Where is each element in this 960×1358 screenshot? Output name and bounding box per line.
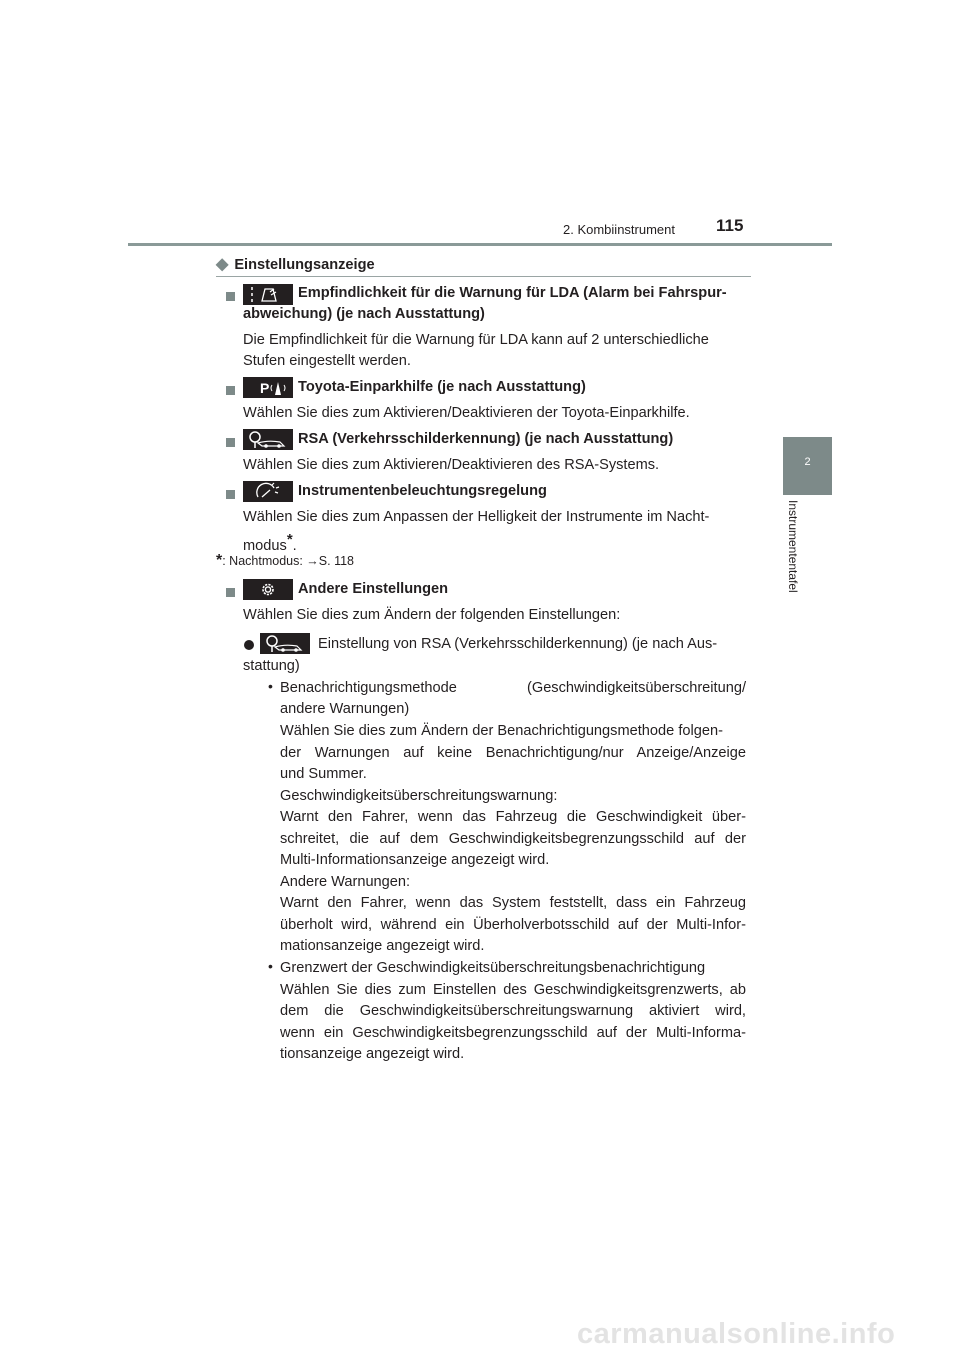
square-bullet-icon	[226, 487, 243, 505]
item-park-title: Toyota-Einparkhilfe (je nach Ausstattung)	[298, 379, 586, 395]
rsa-sign-icon	[243, 429, 293, 450]
square-bullet-icon	[226, 383, 243, 401]
section-divider	[216, 276, 751, 277]
sub1-line: Warnt den Fahrer, wenn das Fahrzeug die Geschwindigkeit über-	[280, 809, 746, 825]
item-other-title: Andere Einstellungen	[298, 581, 449, 597]
item-lda-title-line2: abweichung) (je nach Ausstattung)	[243, 306, 485, 322]
square-bullet-icon	[226, 289, 243, 307]
parking-assist-icon	[243, 377, 293, 398]
rsa-settings-title-line1: Einstellung von RSA (Verkehrsschilderkennung) (je nach Aus-	[318, 636, 718, 652]
item-other-desc: Wählen Sie dies zum Ändern der folgenden Einstellungen:	[243, 607, 621, 623]
item-illumination-desc-line2: modus*.	[243, 531, 297, 554]
lda-sensitivity-icon	[243, 284, 293, 305]
sub1-label-line1: Benachrichtigungsmethode (Geschwindigkeitsüberschreitung/	[280, 680, 746, 696]
item-illumination-desc-line1: Wählen Sie dies zum Anpassen der Helligkeit der Instrumente im Nacht-	[243, 509, 710, 525]
rsa-sign-icon	[260, 633, 310, 654]
section-title: ◆ Einstellungsanzeige	[216, 256, 375, 273]
item-illumination-title: Instrumentenbeleuchtungsregelung	[298, 483, 547, 499]
item-rsa-title: RSA (Verkehrsschilderkennung) (je nach Ausstattung)	[298, 431, 674, 447]
sub1-line: mationsanzeige angezeigt wird.	[280, 938, 485, 954]
sub1-line: Wählen Sie dies zum Ändern der Benachrichtigungsmethode folgen-	[280, 723, 723, 739]
page-number: 115	[716, 216, 744, 235]
sub2-label: Grenzwert der Geschwindigkeitsüberschreitungsbenachrichtigung	[280, 960, 706, 976]
sub1-line: schreitet, die auf dem Geschwindigkeitsbegrenzungsschild auf der	[280, 831, 746, 847]
diamond-icon: ◆	[216, 256, 229, 273]
sub2-line: tionsanzeige angezeigt wird.	[280, 1046, 465, 1062]
sub1-line: der Warnungen auf keine Benachrichtigung/nur Anzeige/Anzeige	[280, 745, 746, 761]
chapter-tab: 2	[783, 437, 832, 495]
sub1-line: überholt wird, während ein Überholverbotsschild auf der Multi-Infor-	[280, 917, 746, 933]
item-park-desc: Wählen Sie dies zum Aktivieren/Deaktivieren der Toyota-Einparkhilfe.	[243, 405, 690, 421]
square-bullet-icon	[226, 585, 243, 603]
sub2-line: wenn ein Geschwindigkeitsbegrenzungsschild auf der Multi-Informa-	[280, 1025, 746, 1041]
svg-text:P: P	[260, 380, 270, 396]
sub1-line: Geschwindigkeitsüberschreitungswarnung:	[280, 788, 558, 804]
sub2-line: Wählen Sie dies zum Einstellen des Geschwindigkeitsgrenzwerts, ab	[280, 982, 746, 998]
list-dot: •	[268, 678, 273, 694]
item-lda-desc-line1: Die Empfindlichkeit für die Warnung für LDA kann auf 2 unterschiedliche	[243, 332, 709, 348]
list-dot: •	[268, 958, 273, 974]
sub1-line: und Summer.	[280, 766, 367, 782]
item-rsa-desc: Wählen Sie dies zum Aktivieren/Deaktivieren des RSA-Systems.	[243, 457, 660, 473]
sub2-line: dem die Geschwindigkeitsüberschreitungswarnung aktiviert wird,	[280, 1003, 746, 1019]
chapter-title: 2. Kombiinstrument	[563, 222, 675, 237]
gear-icon	[243, 579, 293, 600]
sub1-line: Multi-Informationsanzeige angezeigt wird.	[280, 852, 550, 868]
sub1-line: Warnt den Fahrer, wenn das System feststellt, dass ein Fahrzeug	[280, 895, 746, 911]
item-lda-title-line1: Empfindlichkeit für die Warnung für LDA (Alarm bei Fahrspur-	[298, 285, 727, 301]
chapter-tab-label: Instrumententafel	[786, 500, 800, 593]
sub1-label-line2: andere Warnungen)	[280, 701, 410, 717]
square-bullet-icon	[226, 435, 243, 453]
rsa-settings-title-line2: stattung)	[243, 658, 300, 674]
footnote: *: Nachtmodus: →S. 118	[216, 552, 355, 569]
header-divider	[128, 243, 832, 246]
illumination-icon	[243, 481, 293, 502]
round-bullet-icon	[244, 640, 254, 650]
item-lda-desc-line2: Stufen eingestellt werden.	[243, 353, 411, 369]
watermark: carmanualsonline.info	[577, 1318, 896, 1350]
sub1-line: Andere Warnungen:	[280, 874, 411, 890]
